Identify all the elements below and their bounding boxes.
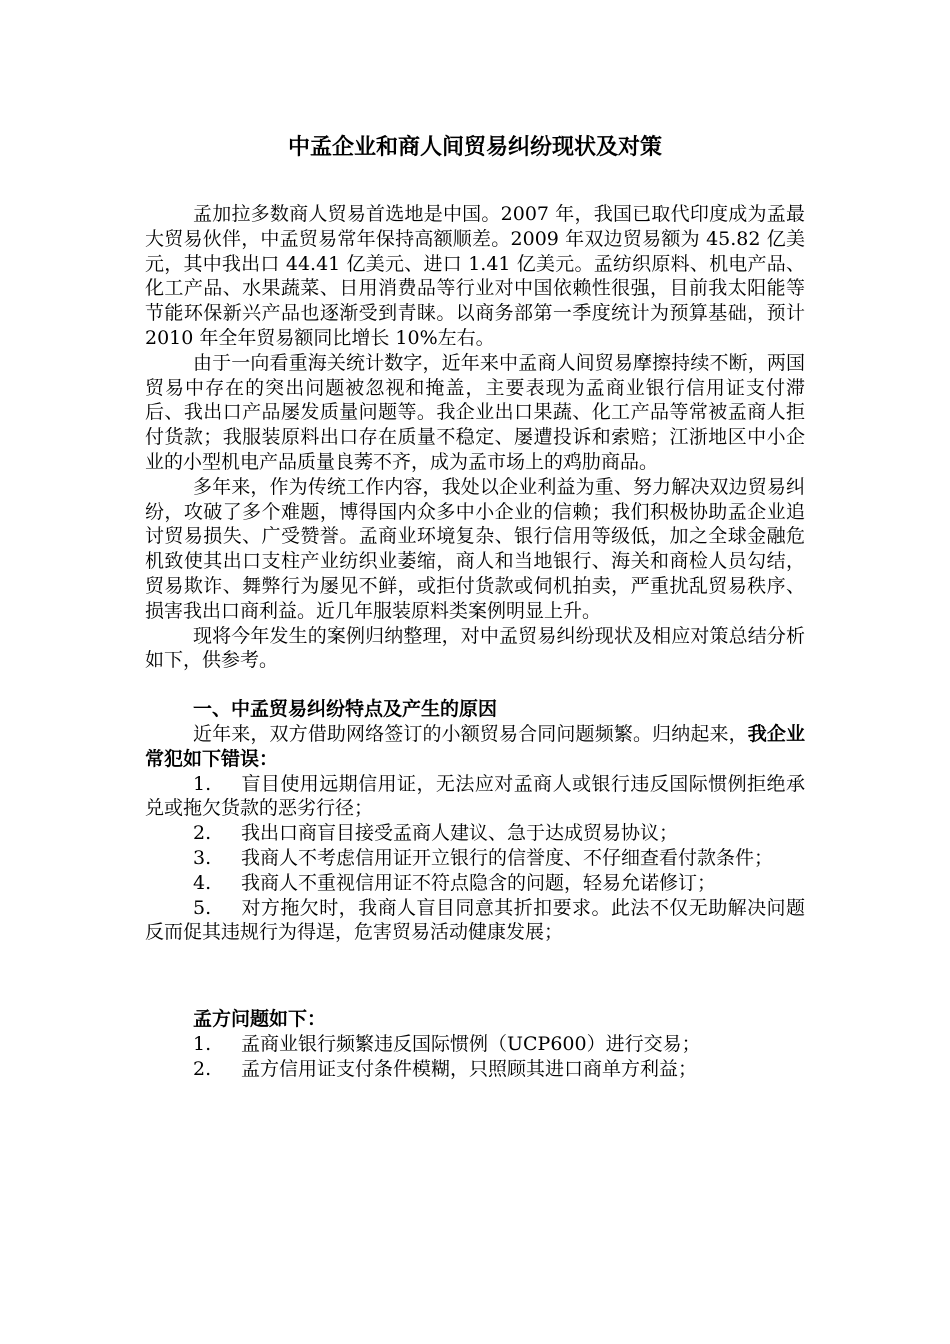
section-1-heading: 一、中孟贸易纠纷特点及产生的原因 (193, 698, 498, 721)
paragraph-2: 由于一向看重海关统计数字，近年来中孟商人间贸易摩擦持续不断，两国贸易中存在的突出问题被忽视和掩盖，主要表现为孟商业银行信用证支付滞后、我出口产品屡发质量问题等。我企业出口果蔬、化工产品等常被孟商人拒付货款；我服装原料出口存在质量不稳定、屡遭投诉和索赔；江浙地区中小企业的小型机电产品质量良莠不齐，成为孟市场上的鸡肋商品。 (145, 351, 805, 473)
list-item-number: 1. (193, 772, 212, 795)
list-item-text: 盲目使用远期信用证，无法应对孟商人或银行违反国际惯例拒绝承兑或拖欠货款的恶劣行径； (145, 772, 805, 820)
list-item-number: 2. (193, 822, 212, 845)
list-item (145, 896, 805, 946)
list-item-number: 4. (193, 871, 212, 894)
list-item (145, 871, 805, 896)
list-item-text: 我商人不重视信用证不符点隐含的问题，轻易允诺修订； (241, 871, 717, 894)
paragraph-4: 现将今年发生的案例归纳整理，对中孟贸易纠纷现状及相应对策总结分析如下，供参考。 (145, 624, 805, 672)
section-1-intro (145, 722, 805, 772)
list-item (145, 1032, 805, 1057)
list-item-number: 1. (193, 1032, 212, 1055)
list-item-number: 2. (193, 1057, 212, 1080)
list-item (145, 821, 805, 846)
paragraph-1: 孟加拉多数商人贸易首选地是中国。2007 年，我国已取代印度成为孟最大贸易伙伴，中孟贸易常年保持高额顺差。2009 年双边贸易额为 45.82 亿美元，其中我出口 44.41 亿美元、进口 1.41 亿美元。孟纺织原料、机电产品、化工产品、水果蔬菜、日用消费品等行业对中国依赖性很强，目前我太阳能等节能环保新兴产品也逐渐受到青睐。以商务部第一季度统计为预算基础，预计 2010 年全年贸易额同比增长 10%左右。 (145, 203, 805, 349)
list-item-text: 我商人不考虑信用证开立银行的信誉度、不仔细查看付款条件； (241, 846, 774, 869)
list-item-text: 对方拖欠时，我商人盲目同意其折扣要求。此法不仅无助解决问题反而促其违规行为得逞，危害贸易活动健康发展； (145, 896, 805, 944)
list-item-text: 孟商业银行频繁违反国际惯例（UCP600）进行交易； (241, 1032, 701, 1055)
list-item (145, 772, 805, 822)
list-item-text: 我出口商盲目接受孟商人建议、急于达成贸易协议； (241, 822, 679, 845)
list-item-text: 孟方信用证支付条件模糊，只照顾其进口商单方利益； (241, 1057, 698, 1080)
paragraph-3: 多年来，作为传统工作内容，我处以企业利益为重、努力解决双边贸易纠纷，攻破了多个难题，博得国内众多中小企业的信赖；我们积极协助孟企业追讨贸易损失、广受赞誉。孟商业环境复杂、银行信用等级低，加之全球金融危机致使其出口支柱产业纺织业萎缩，商人和当地银行、海关和商检人员勾结，贸易欺诈、舞弊行为屡见不鲜，或拒付货款或伺机拍卖，严重扰乱贸易秩序、损害我出口商利益。近几年服装原料类案例明显上升。 (145, 475, 805, 622)
list-item-number: 3. (193, 846, 212, 869)
section-1-intro-text: 近年来，双方借助网络签订的小额贸易合同问题频繁。归纳起来， (193, 722, 748, 745)
document-body (145, 132, 805, 1082)
list-item (145, 1057, 805, 1082)
section-1-intro-emphasis: 我企业常犯如下错误： (145, 722, 805, 770)
section-2-heading: 孟方问题如下： (193, 1008, 327, 1031)
list-item-number: 5. (193, 896, 212, 919)
section-spacer (145, 945, 805, 1007)
list-item (145, 846, 805, 871)
document-title: 中孟企业和商人间贸易纠纷现状及对策 (287, 134, 662, 160)
